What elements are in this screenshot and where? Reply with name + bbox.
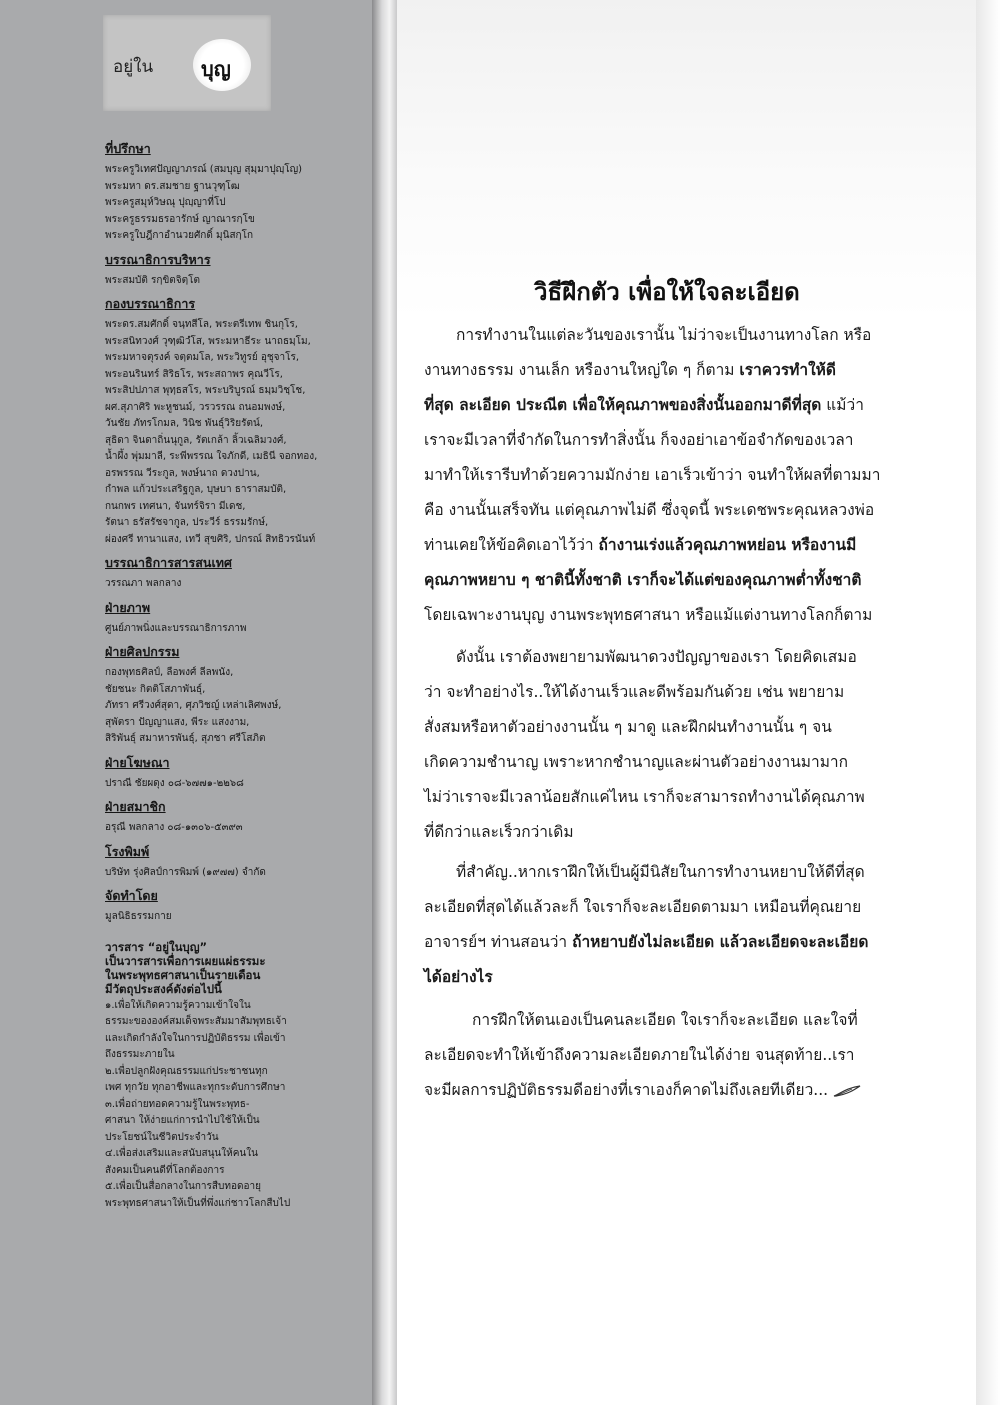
logo-text-left: อยู่ใน <box>113 57 154 77</box>
masthead-section <box>105 140 367 245</box>
text-line: การฝึกให้ตนเองเป็นคนละเอียด ใจเราก็จะละเอียด และใจที่ <box>472 1011 858 1029</box>
text-line: เราจะมีเวลาที่จำกัดในการทำสิ่งนั้น ก็จงอย่าเอาข้อจำกัดของเวลา <box>424 431 854 449</box>
section-body-publisher: มูลนิธิธรรมกาย <box>105 911 172 922</box>
text-line: ที่สำคัญ..หากเราฝึกให้เป็นผู้มีนิสัยในการทำงานหยาบให้ดีที่สุด <box>456 863 865 881</box>
section-heading-information-editor: บรรณาธิการสารสนเทศ <box>105 555 232 570</box>
text-line <box>424 1073 939 1108</box>
section-heading-membership: ฝ่ายสมาชิก <box>105 799 166 814</box>
section-heading-printer: โรงพิมพ์ <box>105 843 150 859</box>
text-line <box>424 563 939 598</box>
section-heading-executive-editor: บรรณาธิการบริหาร <box>105 251 211 267</box>
masthead-section <box>105 251 367 290</box>
emphasis-text: ที่สุด ละเอียด ประณีต เพื่อให้คุณภาพของสิ่งนั้นออกมาดีที่สุด <box>424 396 822 414</box>
text-line: มาทำให้เรารีบทำด้วยความมักง่าย เอาเร็วเข้าว่า จนทำให้ผลที่ตามมา <box>424 466 881 484</box>
section-body-printer: บริษัท รุ่งศิลป์การพิมพ์ (๑๙๗๗) จำกัด <box>105 866 266 878</box>
article-paragraph-1 <box>424 318 939 633</box>
text-line: สั่งสมหรือหาตัวอย่างงานนั้น ๆ มาดู และฝึกฝนทำงานนั้น ๆ จน <box>424 718 832 736</box>
text-line <box>424 925 939 960</box>
text-line: ดังนั้น เราต้องพยายามพัฒนาดวงปัญญาของเรา โดยคิดเสมอ <box>456 648 857 666</box>
emphasis-text: คุณภาพหยาบ ๆ ชาตินี้ทั้งชาติ เราก็จะได้แต่ของคุณภาพต่ำทั้งชาติ <box>424 571 862 589</box>
logo-text-right: บุญ <box>201 57 231 81</box>
article-title: วิธีฝึกตัว เพื่อให้ใจละเอียด <box>534 278 800 306</box>
page-fold-divider <box>372 0 397 1405</box>
journal-objectives-title: วารสาร “อยู่ในบุญ” เป็นวารสารเพื่อการเผยแผ่ธรรมะ ในพระพุทธศาสนาเป็นรายเดือน มีวัตถุประสงค์ดังต่อไปนี้ <box>105 939 266 996</box>
article-paragraph-4 <box>424 1003 939 1108</box>
magazine-logo <box>103 15 271 111</box>
masthead-section <box>105 295 367 548</box>
emphasis-text: ได้อย่างไร <box>424 968 493 986</box>
text-span: แม้ว่า <box>821 396 864 414</box>
text-line: การทำงานในแต่ละวันของเรานั้น ไม่ว่าจะเป็นงานทางโลก หรือ <box>456 326 872 344</box>
text-line: ละเอียดจะทำให้เข้าถึงความละเอียดภายในได้ง่าย จนสุดท้าย..เรา <box>424 1046 855 1064</box>
journal-objectives-list: ๑.เพื่อให้เกิดความรู้ความเข้าใจใน ธรรมะขององค์สมเด็จพระสัมมาสัมพุทธเจ้า และเกิดกำลังใจในการปฏิบัติธรรม เพื่อเข้า ถึงธรรมะภายใน ๒.เพื่อปลูกฝังคุณธรรมแก่ประชาชนทุก เพศ ทุกวัย ทุกอาชีพและทุกระดับการศึกษา ๓.เพื่อถ่ายทอดความรู้ในพระพุทธ- ศาสนา ให้ง่ายแก่การนำไปใช้ให้เป็น ประโยชน์ในชีวิตประจำวัน ๔.เพื่อส่งเสริมและสนับสนุนให้คนใน สังคมเป็นคนดีที่โลกต้องการ ๕.เพื่อเป็นสื่อกลางในการสืบทอดอายุ พระพุทธศาสนาให้เป็นที่พึ่งแก่ชาวโลกสืบไป <box>105 999 291 1209</box>
feather-icon <box>832 1084 862 1098</box>
masthead-section <box>105 554 367 593</box>
text-span: งานทางธรรม งานเล็ก หรืองานใหญ่ใด ๆ ก็ตาม <box>424 361 740 379</box>
masthead-section <box>105 798 367 837</box>
emphasis-text: ถ้างานเร่งแล้วคุณภาพหย่อน หรืองานมี <box>598 536 857 554</box>
section-heading-publisher: จัดทำโดย <box>105 888 158 903</box>
text-line: ว่า จะทำอย่างไร..ให้ได้งานเร็วและดีพร้อมกันด้วย เช่น พยายาม <box>424 683 845 701</box>
page-edge <box>976 0 1000 1405</box>
section-heading-editorial-board: กองบรรณาธิการ <box>105 296 196 311</box>
text-span: จะมีผลการปฏิบัติธรรมดีอย่างที่เราเองก็คาดไม่ถึงเลยทีเดียว... <box>424 1081 829 1099</box>
section-heading-advertising: ฝ่ายโฆษณา <box>105 754 170 770</box>
section-heading-art: ฝ่ายศิลปกรรม <box>105 644 180 659</box>
masthead-section <box>105 643 367 748</box>
text-line: คือ งานนั้นเสร็จทัน แต่คุณภาพไม่ดี ซึ่งจุดนี้ พระเดชพระคุณหลวงพ่อ <box>424 501 875 519</box>
text-line: ไม่ว่าเราจะมีเวลาน้อยสักแค่ไหน เราก็จะสามารถทำงานได้คุณภาพ <box>424 788 865 806</box>
section-body-executive-editor: พระสมบัติ รกฺขิตจิตฺโต <box>105 274 201 286</box>
section-body-advisors: พระครูวิเทศปัญญาภรณ์ (สมบุญ สุมฺมาปุญฺโญ) พระมหา ดร.สมชาย ฐานวุฑฺโฒ พระครูสมุห์วิษณุ ปุญฺญาที่โป พระครูธรรมธรอารักษ์ ญาณารกฺโข พระครูใบฎีกาอำนวยศักดิ์ มุนิสกฺโก <box>105 164 302 241</box>
masthead-section <box>105 843 367 882</box>
masthead-section <box>105 599 367 638</box>
text-line: ที่ดีกว่าและเร็วกว่าเดิม <box>424 823 574 841</box>
text-line <box>424 353 939 388</box>
article-paragraph-3 <box>424 855 939 995</box>
masthead-section <box>105 887 367 926</box>
text-line: โดยเฉพาะงานบุญ งานพระพุทธศาสนา หรือแม้แต่งานทางโลกก็ตาม <box>424 606 873 624</box>
section-body-membership: อรุณี พลกลาง ๐๘-๑๓๐๖-๕๓๙๓ <box>105 822 243 833</box>
text-line <box>424 528 939 563</box>
section-heading-advisors: ที่ปรึกษา <box>105 141 151 156</box>
text-line <box>424 388 939 423</box>
section-body-photo: ศูนย์ภาพนิ่งและบรรณาธิการภาพ <box>105 622 247 634</box>
emphasis-text: ถ้าหยาบยังไม่ละเอียด แล้วละเอียดจะละเอียด <box>572 933 869 951</box>
masthead-section <box>105 754 367 793</box>
emphasis-text: เราควรทำให้ดี <box>739 361 836 379</box>
sidebar <box>0 0 372 1405</box>
section-body-editorial-board: พระดร.สมศักดิ์ จนฺทสีโล, พระตรีเทพ ชินกุโร, พระสนิทวงศ์ วุฑฺฒิวํโส, พระมหาธีระ นาถธมฺโม, พระมหาจตุรงค์ จตฺตมโล, พระวิทูรย์ อุชุจาโร, พระอนรินทร์ สิริธโร, พระสถาพร คุณวีโร, พระสิปปภาส พุทฺธสโร, พระบริบูรณ์ ธมฺมวิชฺโช, ผศ.สุภาศิริ พะหูชนม์, วรวรรณ ถนอมพงษ์, วันชัย ภัทรโกมล, วินิช พันธุ์วิริยรัตน์, สุธิดา จินดาถิ่นนุกูล, รัตเกล้า ลิ้วเฉลิมวงศ์, น้ำผึ้ง พุ่มมาลี, ระพีพรรณ ใจภักดี, เมธินี จอกทอง, อรพรรณ วีระกูล, พงษ์นาถ ดวงปาน, กำพล แก้วประเสริฐกูล, บุษบา ธาราสมบัติ, กนกพร เทศนา, จันทร์จิรา มีเดช, รัตนา ธรัสรัชจากูล, ประวีร์ ธรรมรักษ์, ผ่องศรี ทานาแสง, เทวี สุขศิริ, ปกรณ์ สิทธิวรนันท์ <box>105 319 318 545</box>
section-body-information-editor: วรรณภา พลกลาง <box>105 578 182 589</box>
text-line <box>424 960 939 995</box>
section-heading-photo: ฝ่ายภาพ <box>105 599 151 615</box>
section-body-art: กองพุทธศิลป์, ลือพงศ์ ลีลพนัง, ชัยชนะ กิตติโสภาพันธุ์, ภัทรา ศรีวงศ์สุดา, ศุภวิชญ์ เหล่าเลิศพงษ์, สุพัตรา ปัญญาแสง, พีระ แสงงาม, สิริพันธุ์ สมาหารพันธุ์, สุภชา ศรีโสภิต <box>105 667 282 744</box>
masthead-column <box>105 140 367 1212</box>
text-line: เกิดความชำนาญ เพราะหากชำนาญและผ่านตัวอย่างงานมามาก <box>424 753 849 771</box>
section-body-advertising: ปราณี ชัยผดุง ๐๘-๖๗๗๑-๒๒๖๘ <box>105 777 244 789</box>
text-line: ละเอียดที่สุดได้แล้วละก็ ใจเราก็จะละเอียดตามมา เหมือนที่คุณยาย <box>424 898 862 916</box>
article-paragraph-2 <box>424 640 939 850</box>
text-span: ท่านเคยให้ข้อคิดเอาไว้ว่า <box>424 536 599 554</box>
text-span: อาจารย์ฯ ท่านสอนว่า <box>424 933 573 951</box>
